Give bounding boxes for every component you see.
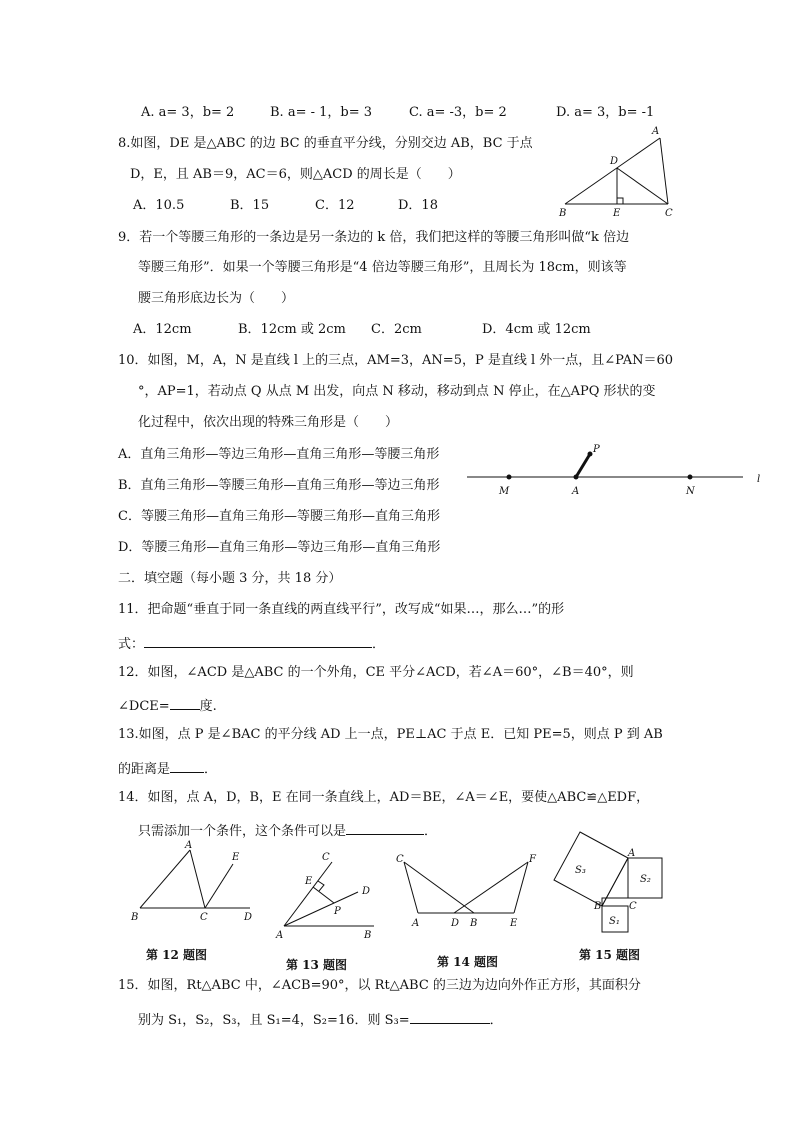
fig15-triangle-abc [602,858,628,906]
q10-figure [465,438,775,498]
fig14-label-d: D [451,918,460,929]
section-2-heading: 二．填空题（每小题 3 分，共 18 分） [118,571,342,586]
q10-option-b: B．直角三角形—等腰三角形—直角三角形—等边三角形 [118,478,440,493]
q8-stem-line1: 8.如图，DE 是△ABC 的边 BC 的垂直平分线，分别交边 AB，BC 于点 [118,136,533,151]
q12-stem-line1: 12．如图，∠ACD 是△ABC 的一个外角，CE 平分∠ACD，若∠A＝60°，∠B＝40°，则 [118,665,634,680]
q9-option-b: B．12cm 或 2cm [238,322,346,337]
q8-option-b: B．15 [230,198,270,213]
fig14-label-a: A [412,918,420,929]
q7-option-a: A. a= 3，b= 2 [141,105,235,120]
fig12-label-c: C [200,912,208,923]
q9-stem-line2: 等腰三角形”．如果一个等腰三角形是“4 倍边等腰三角形”，且周长为 18cm，则该等 [138,260,627,275]
q14-stem-line1: 14．如图，点 A，D，B，E 在同一条直线上，AD＝BE，∠A＝∠E，要使△ABC≌△EDF， [118,790,650,805]
q10-stem-line3: 化过程中，依次出现的特殊三角形是（ ） [138,415,399,430]
q10-label-a: A [572,486,580,497]
q8-stem-line2: D，E，且 AB＝9，AC＝6，则△ACD 的周长是（ ） [130,167,461,182]
q10-stem-line1: 10．如图，M，A，N 是直线 l 上的三点，AM=3，AN=5，P 是直线 l 外一点，且∠PAN＝60 [118,353,674,368]
fig15-caption: 第 15 题图 [579,948,641,962]
fig14-side-cb [404,862,474,913]
q8-label-e: E [613,208,621,219]
q15-stem-line1: 15．如图，Rt△ABC 中，∠ACB=90°，以 Rt△ABC 的三边为边向外作正方形，其面积分 [118,978,641,993]
fig12-ray-ce [205,864,233,908]
q7-option-b: B. a= - 1，b= 3 [270,105,373,120]
fig12-side-ac [190,850,205,908]
fig14-label-c: C [396,854,404,865]
fig12-label-e: E [232,852,240,863]
fig13-label-b: B [364,930,372,941]
q11-stem-line2 [118,634,385,653]
q10-point-a [574,475,578,479]
q7-option-c: C. a= -3，b= 2 [409,105,507,120]
q15-prefix: 别为 S₁，S₂，S₃，且 S₁=4，S₂=16．则 S₃= [138,1013,410,1028]
q13-suffix: ． [204,762,218,777]
q7-option-d: D. a= 3，b= -1 [556,105,655,120]
fig14-label-f: F [529,854,536,865]
fig15-label-s1: S₁ [609,916,620,927]
q8-figure [555,122,685,222]
q13-stem-line1: 13.如图，点 P 是∠BAC 的平分线 AD 上一点，PE⊥AC 于点 E．已知 PE=5，则点 P 到 AB [118,727,663,742]
q11-answer-blank[interactable] [144,634,372,648]
q10-label-m: M [499,486,510,497]
q8-option-c: C．12 [315,198,355,213]
fig15-label-b: B [594,901,602,912]
fig13-ray-ac [284,862,332,926]
q9-option-a: A．12cm [133,322,192,337]
fig12-caption: 第 12 题图 [146,948,208,962]
q9-option-d: D．4cm 或 12cm [482,322,591,337]
fig12-label-d: D [244,912,253,923]
q10-label-n: N [686,486,695,497]
q10-point-n [688,475,692,479]
q15-answer-blank[interactable] [410,1010,490,1024]
fig12-side-ab [140,850,190,908]
q14-suffix: ． [424,824,438,839]
fig14-side-fd [454,862,528,913]
q8-side-ab [565,138,660,204]
q10-stem-line2: °，AP=1，若动点 Q 从点 M 出发，向点 N 移动，移动到点 N 停止，在△APQ 形状的变 [138,384,656,399]
q13-answer-blank[interactable] [170,759,204,773]
fig13-label-e: E [305,876,313,887]
q8-line-dc [617,168,668,204]
fig13-label-a: A [276,930,284,941]
q8-label-d: D [610,156,619,167]
q9-stem-line3: 腰三角形底边长为（ ） [138,291,295,306]
fig15-square-s3 [554,832,628,906]
q15-suffix: ． [489,1013,503,1028]
fig13-bisector-ad [284,892,358,926]
fig14-label-b: B [470,918,478,929]
fig13-label-p: P [334,906,341,917]
q10-segment-ap [576,454,590,477]
fig15-label-s3: S₃ [575,865,586,876]
fig15-label-c: C [629,901,637,912]
q13-stem-line2 [118,759,217,778]
q14-prefix: 只需添加一个条件，这个条件可以是 [138,824,347,839]
q15-stem-line2 [138,1010,503,1029]
fig12-label-a: A [185,840,193,851]
q12-prefix: ∠DCE= [118,699,170,714]
q11-prefix: 式： [118,637,145,652]
fig13-figure [272,848,382,943]
fig15-figure [550,825,670,940]
fig15-label-s2: S₂ [640,874,651,885]
q9-stem-line1: 9．若一个等腰三角形的一条边是另一条边的 k 倍，我们把这样的等腰三角形叫做“k 倍边 [118,230,630,245]
fig14-label-e: E [510,918,518,929]
q10-option-a: A．直角三角形—等边三角形—直角三角形—等腰三角形 [118,447,440,462]
q12-answer-blank[interactable] [170,696,200,710]
q12-stem-line2 [118,696,217,715]
fig14-figure [392,848,547,938]
q8-right-angle-mark [617,198,623,204]
q12-suffix: 度. [199,699,217,714]
q8-option-d: D．18 [398,198,438,213]
q8-option-a: A．10.5 [133,198,185,213]
q10-option-d: D．等腰三角形—直角三角形—等边三角形—直角三角形 [118,540,441,555]
q9-option-c: C．2cm [371,322,422,337]
fig13-right-angle-mark [318,881,324,891]
fig13-caption: 第 13 题图 [286,958,348,972]
q10-point-m [507,475,511,479]
q8-label-b: B [559,208,567,219]
fig13-perp-pe [313,887,334,903]
q10-label-p: P [593,444,600,455]
q8-label-a: A [652,126,660,137]
fig12-label-b: B [131,912,139,923]
q11-stem-line1: 11．把命题“垂直于同一条直线的两直线平行”，改写成“如果…，那么…”的形 [118,602,565,617]
fig15-label-a: A [628,848,636,859]
q8-label-c: C [665,208,673,219]
q10-point-p [588,452,592,456]
q13-prefix: 的距离是 [118,762,171,777]
fig12-figure [128,838,268,928]
q10-label-l: l [757,474,761,485]
q14-answer-blank[interactable] [346,821,424,835]
fig14-side-ca [404,862,418,913]
fig14-caption: 第 14 题图 [437,955,499,969]
fig13-label-c: C [322,852,330,863]
q10-option-c: C．等腰三角形—直角三角形—等腰三角形—直角三角形 [118,509,440,524]
q11-suffix: ． [372,637,386,652]
fig13-label-d: D [362,886,371,897]
q8-side-ac [660,138,668,204]
